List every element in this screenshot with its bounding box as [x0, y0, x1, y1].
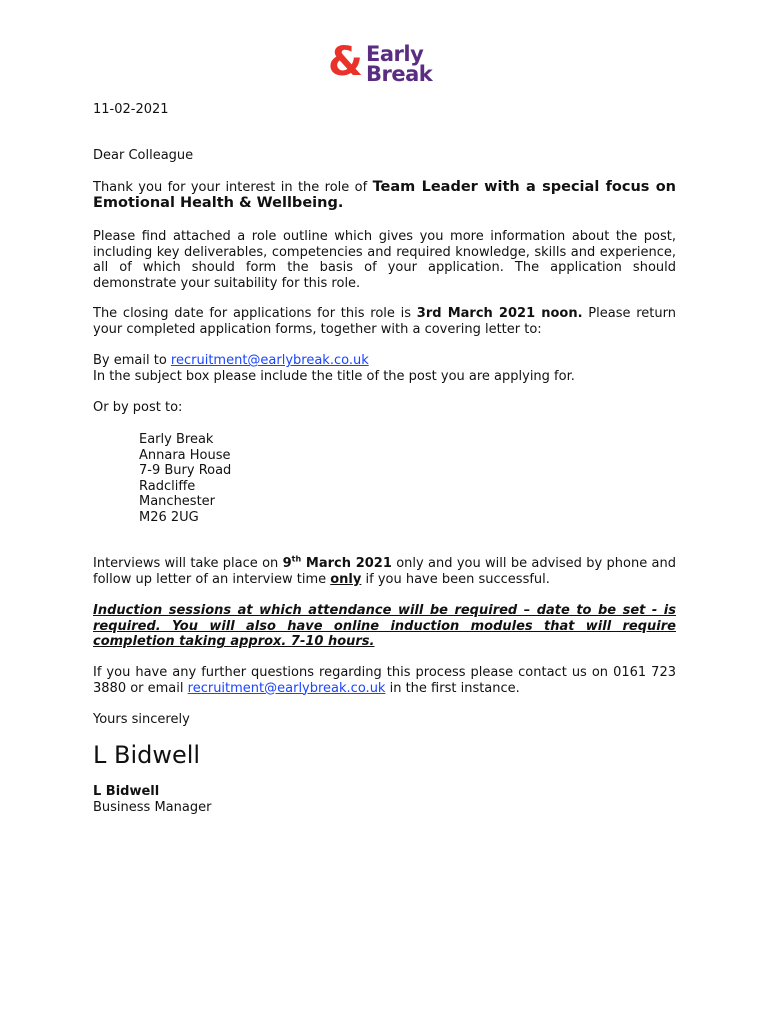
email-instructions: [93, 353, 676, 384]
address-line: M26 2UG: [139, 509, 199, 525]
interview-month: March 2021: [301, 556, 392, 571]
role-title: Team Leader with a special focus on Emotional Health & Wellbeing.: [93, 179, 676, 211]
interview-text-2: only and you will be advised by phone and follow up letter of an interview time: [93, 556, 676, 587]
address-line: Manchester: [139, 494, 216, 510]
closing-date-text-2: Please return your completed application forms, together with a covering letter to:: [93, 306, 676, 337]
address-line: 7-9 Bury Road: [139, 463, 232, 479]
postal-address: [139, 432, 231, 526]
recruitment-email-link[interactable]: recruitment@earlybreak.co.uk: [170, 353, 369, 368]
logo-word-break: Break: [366, 62, 433, 86]
signature: L Bidwell: [93, 741, 201, 769]
interview-day: 9: [282, 556, 292, 571]
intro-paragraph: [93, 180, 676, 211]
ampersand-logo-icon: &: [328, 39, 363, 85]
interview-text-3: if you have been successful.: [361, 571, 550, 587]
contact-email-link[interactable]: recruitment@earlybreak.co.uk: [187, 680, 386, 696]
address-line: Annara House: [139, 447, 231, 463]
contact-paragraph: [93, 665, 676, 696]
signatory-block: [93, 784, 676, 815]
closing-date-text: The closing date for applications for this role is: [93, 306, 417, 321]
interview-text: Interviews will take place on: [93, 556, 283, 571]
early-break-logo: [328, 39, 448, 90]
letter-date: 11-02-2021: [93, 102, 169, 117]
interview-paragraph: [93, 556, 676, 587]
contact-text: If you have any further questions regarding this process please contact us on 0161 723 3880 or email: [93, 665, 676, 696]
role-outline-paragraph: Please find attached a role outline which gives you more information about the post, including key deliverables, competencies and required knowledge, skills and experience, all of which should form the basis of your application. The application should demonstrate your suitability for this role.: [93, 229, 676, 291]
post-intro: Or by post to:: [93, 400, 183, 415]
salutation: Dear Colleague: [93, 148, 194, 163]
signatory-title: Business Manager: [93, 799, 212, 815]
interview-date: [283, 556, 392, 571]
email-intro: By email to: [93, 353, 171, 368]
closing-deadline: 3rd March 2021 noon.: [416, 306, 583, 321]
logo-word-early: Early: [366, 42, 424, 66]
closing-phrase: Yours sincerely: [93, 712, 190, 727]
induction-paragraph: Induction sessions at which attendance will be required – date to be set - is required. You will also have online induction modules that will require completion taking approx. 7-10 hours.: [93, 603, 676, 650]
signatory-name: L Bidwell: [93, 784, 160, 799]
closing-date-paragraph: [93, 306, 676, 337]
address-line: Early Break: [139, 432, 214, 447]
contact-text-2: in the first instance.: [385, 680, 520, 696]
address-line: Radcliffe: [139, 478, 196, 494]
only-emphasis: only: [330, 571, 362, 587]
subject-instruction: In the subject box please include the title of the post you are applying for.: [93, 368, 575, 384]
intro-text: Thank you for your interest in the role of: [93, 180, 373, 195]
interview-day-suffix: th: [291, 554, 302, 564]
